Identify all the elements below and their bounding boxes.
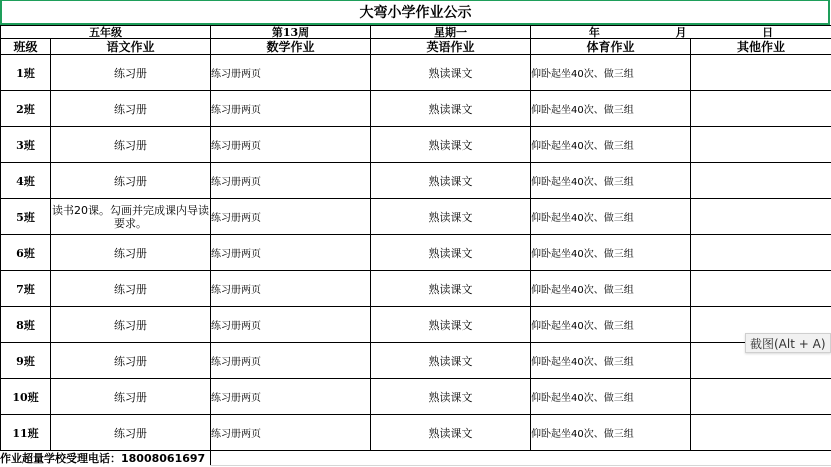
class-cell[interactable]: 9班 — [1, 343, 51, 379]
header-chinese[interactable]: 语文作业 — [51, 39, 211, 55]
chinese-cell[interactable]: 练习册 — [51, 55, 211, 91]
chinese-cell[interactable]: 练习册 — [51, 271, 211, 307]
math-cell[interactable]: 练习册两页 — [211, 379, 371, 415]
chinese-cell[interactable]: 练习册 — [51, 415, 211, 451]
table-row — [1, 379, 831, 415]
class-cell[interactable]: 3班 — [1, 127, 51, 163]
math-cell[interactable]: 练习册两页 — [211, 199, 371, 235]
english-cell[interactable]: 熟读课文 — [371, 91, 531, 127]
table-row — [1, 199, 831, 235]
math-cell[interactable]: 练习册两页 — [211, 415, 371, 451]
math-cell[interactable]: 练习册两页 — [211, 343, 371, 379]
table-row — [1, 271, 831, 307]
chinese-cell[interactable]: 读书20课。勾画并完成课内导读要求。 — [51, 199, 211, 235]
english-cell[interactable]: 熟读课文 — [371, 55, 531, 91]
chinese-cell[interactable]: 练习册 — [51, 127, 211, 163]
day-label: 日 — [762, 25, 774, 39]
table-row — [1, 343, 831, 379]
screenshot-tooltip: 截图(Alt + A) — [745, 333, 831, 353]
chinese-cell[interactable]: 练习册 — [51, 235, 211, 271]
class-cell[interactable]: 2班 — [1, 91, 51, 127]
chinese-cell[interactable]: 练习册 — [51, 307, 211, 343]
other-cell[interactable] — [691, 415, 831, 451]
english-cell[interactable]: 熟读课文 — [371, 307, 531, 343]
table-row — [1, 307, 831, 343]
pe-cell[interactable]: 仰卧起坐40次、做三组 — [531, 163, 691, 199]
grade-cell[interactable]: 五年级 — [1, 26, 211, 39]
other-cell[interactable] — [691, 199, 831, 235]
english-cell[interactable]: 熟读课文 — [371, 379, 531, 415]
pe-cell[interactable]: 仰卧起坐40次、做三组 — [531, 343, 691, 379]
pe-cell[interactable]: 仰卧起坐40次、做三组 — [531, 415, 691, 451]
cell-selection-border-top — [0, 0, 828, 1]
gridline — [210, 465, 831, 466]
english-cell[interactable]: 熟读课文 — [371, 271, 531, 307]
header-class[interactable]: 班级 — [1, 39, 51, 55]
class-cell[interactable]: 8班 — [1, 307, 51, 343]
table-row — [1, 55, 831, 91]
chinese-cell[interactable]: 练习册 — [51, 91, 211, 127]
pe-cell[interactable]: 仰卧起坐40次、做三组 — [531, 91, 691, 127]
sheet-title[interactable]: 大弯小学作业公示 — [359, 5, 472, 21]
header-math[interactable]: 数学作业 — [211, 39, 371, 55]
other-cell[interactable] — [691, 91, 831, 127]
math-cell[interactable]: 练习册两页 — [211, 163, 371, 199]
english-cell[interactable]: 熟读课文 — [371, 127, 531, 163]
header-pe[interactable]: 体育作业 — [531, 39, 691, 55]
weekday-cell[interactable]: 星期一 — [371, 26, 531, 39]
class-cell[interactable]: 4班 — [1, 163, 51, 199]
chinese-cell[interactable]: 练习册 — [51, 163, 211, 199]
table-row — [1, 163, 831, 199]
other-cell[interactable] — [691, 127, 831, 163]
homework-table — [0, 25, 831, 451]
table-row — [1, 235, 831, 271]
pe-cell[interactable]: 仰卧起坐40次、做三组 — [531, 379, 691, 415]
header-row — [1, 39, 831, 55]
math-cell[interactable]: 练习册两页 — [211, 91, 371, 127]
math-cell[interactable]: 练习册两页 — [211, 307, 371, 343]
meta-row — [1, 26, 831, 39]
pe-cell[interactable]: 仰卧起坐40次、做三组 — [531, 199, 691, 235]
math-cell[interactable]: 练习册两页 — [211, 235, 371, 271]
pe-cell[interactable]: 仰卧起坐40次、做三组 — [531, 127, 691, 163]
week-cell[interactable]: 第13周 — [211, 26, 371, 39]
table-row — [1, 415, 831, 451]
table-row — [1, 127, 831, 163]
other-cell[interactable] — [691, 271, 831, 307]
class-cell[interactable]: 11班 — [1, 415, 51, 451]
math-cell[interactable]: 练习册两页 — [211, 271, 371, 307]
class-cell[interactable]: 1班 — [1, 55, 51, 91]
math-cell[interactable]: 练习册两页 — [211, 55, 371, 91]
class-cell[interactable]: 5班 — [1, 199, 51, 235]
english-cell[interactable]: 熟读课文 — [371, 163, 531, 199]
pe-cell[interactable]: 仰卧起坐40次、做三组 — [531, 271, 691, 307]
math-cell[interactable]: 练习册两页 — [211, 127, 371, 163]
other-cell[interactable] — [691, 55, 831, 91]
year-label: 年 — [588, 25, 600, 39]
pe-cell[interactable]: 仰卧起坐40次、做三组 — [531, 307, 691, 343]
class-cell[interactable]: 7班 — [1, 271, 51, 307]
header-english[interactable]: 英语作业 — [371, 39, 531, 55]
pe-cell[interactable]: 仰卧起坐40次、做三组 — [531, 235, 691, 271]
class-cell[interactable]: 6班 — [1, 235, 51, 271]
english-cell[interactable]: 熟读课文 — [371, 415, 531, 451]
pe-cell[interactable]: 仰卧起坐40次、做三组 — [531, 55, 691, 91]
english-cell[interactable]: 熟读课文 — [371, 235, 531, 271]
header-other[interactable]: 其他作业 — [691, 39, 831, 55]
chinese-cell[interactable]: 练习册 — [51, 379, 211, 415]
month-label: 月 — [675, 25, 687, 39]
other-cell[interactable] — [691, 379, 831, 415]
class-cell[interactable]: 10班 — [1, 379, 51, 415]
english-cell[interactable]: 熟读课文 — [371, 199, 531, 235]
other-cell[interactable] — [691, 163, 831, 199]
date-cell[interactable] — [531, 26, 831, 39]
english-cell[interactable]: 熟读课文 — [371, 343, 531, 379]
complaint-hotline[interactable]: 作业超量学校受理电话：18008061697 — [0, 451, 211, 466]
table-row — [1, 91, 831, 127]
other-cell[interactable] — [691, 235, 831, 271]
chinese-cell[interactable]: 练习册 — [51, 343, 211, 379]
